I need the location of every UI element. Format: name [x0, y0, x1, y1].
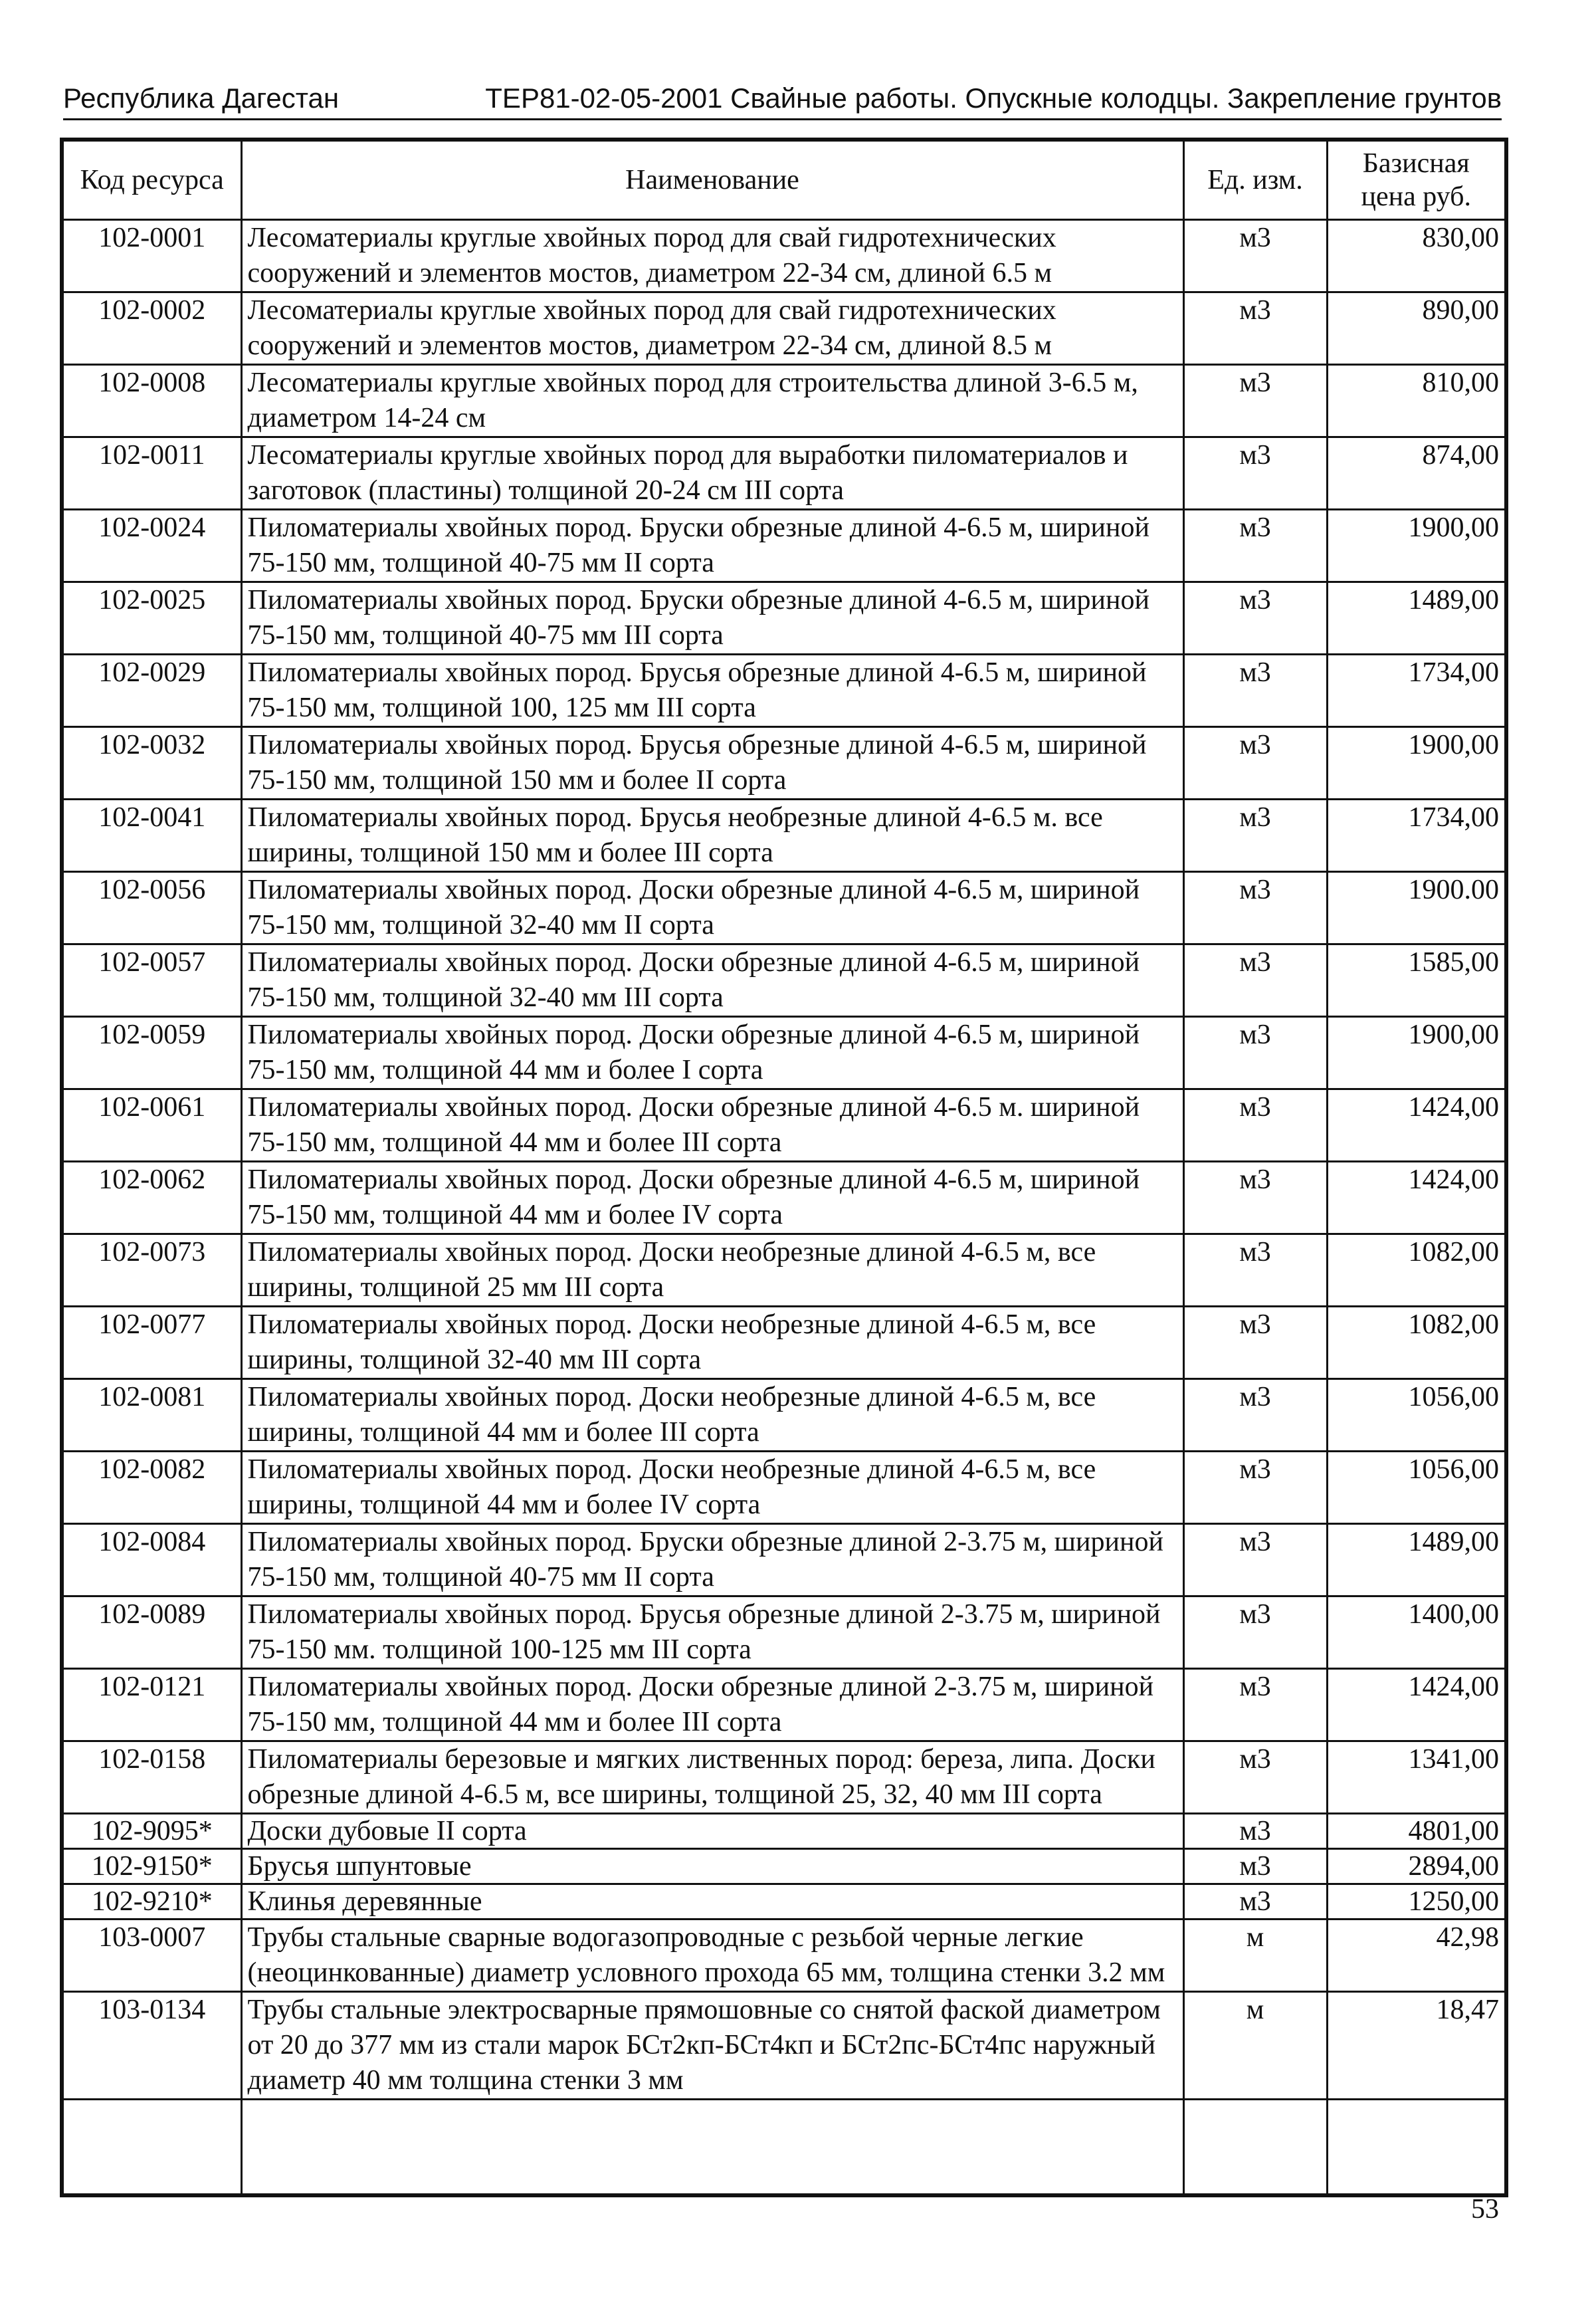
cell-unit: м3 [1183, 1017, 1327, 1089]
cell-unit: м3 [1183, 727, 1327, 800]
cell-name: Пиломатериалы хвойных пород. Бруски обрезные длиной 4-6.5 м, шириной 75-150 мм, толщиной 40-75 мм III сорта [241, 582, 1183, 655]
cell-code: 103-0134 [62, 1992, 241, 2100]
cell-price: 810,00 [1327, 365, 1506, 437]
cell-code: 102-0001 [62, 220, 241, 292]
cell-code: 102-9150* [62, 1849, 241, 1884]
table-row [62, 1596, 1506, 1669]
empty-cell [62, 2100, 241, 2196]
cell-name: Пиломатериалы хвойных пород. Доски обрезные длиной 4-6.5 м, шириной 75-150 мм, толщиной 44 мм и более IV сорта [241, 1162, 1183, 1234]
cell-name: Лесоматериалы круглые хвойных пород для строительства длиной 3-6.5 м, диаметром 14-24 см [241, 365, 1183, 437]
table-header-row [62, 140, 1506, 220]
cell-code: 102-0024 [62, 510, 241, 582]
table-row [62, 1741, 1506, 1814]
column-header-name: Наименование [241, 140, 1183, 220]
cell-price: 1400,00 [1327, 1596, 1506, 1669]
cell-code: 102-0002 [62, 292, 241, 365]
cell-price: 1489,00 [1327, 1524, 1506, 1596]
cell-unit: м3 [1183, 1524, 1327, 1596]
cell-price: 1424,00 [1327, 1162, 1506, 1234]
cell-unit: м3 [1183, 1307, 1327, 1379]
cell-unit: м3 [1183, 800, 1327, 872]
column-header-code: Код ресурса [62, 140, 241, 220]
table-row [62, 1992, 1506, 2100]
table-row [62, 292, 1506, 365]
table-row [62, 365, 1506, 437]
table-row [62, 1234, 1506, 1307]
table-row [62, 655, 1506, 727]
cell-unit: м3 [1183, 1596, 1327, 1669]
cell-code: 102-0032 [62, 727, 241, 800]
cell-price: 1900,00 [1327, 1017, 1506, 1089]
cell-unit: м3 [1183, 655, 1327, 727]
table-row [62, 872, 1506, 944]
cell-unit: м3 [1183, 1884, 1327, 1919]
column-header-unit: Ед. изм. [1183, 140, 1327, 220]
cell-price: 1424,00 [1327, 1669, 1506, 1741]
table-row [62, 1162, 1506, 1234]
table-row [62, 1307, 1506, 1379]
cell-name: Пиломатериалы хвойных пород. Доски необрезные длиной 4-6.5 м, все ширины, толщиной 44 мм и более IV сорта [241, 1452, 1183, 1524]
page-number: 53 [1471, 2194, 1499, 2225]
cell-price: 42,98 [1327, 1919, 1506, 1992]
page-header [63, 78, 1502, 120]
header-document-title: ТЕР81-02-05-2001 Свайные работы. Опускные колодцы. Закрепление грунтов [485, 82, 1502, 114]
table-row [62, 727, 1506, 800]
cell-unit: м3 [1183, 1814, 1327, 1849]
table-row [62, 220, 1506, 292]
cell-unit: м3 [1183, 1089, 1327, 1162]
cell-code: 102-0056 [62, 872, 241, 944]
cell-unit: м3 [1183, 510, 1327, 582]
cell-unit: м3 [1183, 1669, 1327, 1741]
cell-price: 1900.00 [1327, 872, 1506, 944]
cell-code: 102-0121 [62, 1669, 241, 1741]
cell-code: 102-9210* [62, 1884, 241, 1919]
cell-code: 102-0029 [62, 655, 241, 727]
cell-name: Пиломатериалы хвойных пород. Доски необрезные длиной 4-6.5 м, все ширины, толщиной 44 мм и более III сорта [241, 1379, 1183, 1452]
cell-code: 102-9095* [62, 1814, 241, 1849]
cell-unit: м3 [1183, 1849, 1327, 1884]
table-row [62, 1669, 1506, 1741]
cell-price: 1900,00 [1327, 727, 1506, 800]
cell-unit: м3 [1183, 365, 1327, 437]
cell-unit: м3 [1183, 1741, 1327, 1814]
cell-price: 1585,00 [1327, 944, 1506, 1017]
cell-name: Пиломатериалы хвойных пород. Доски необрезные длиной 4-6.5 м, все ширины, толщиной 25 мм III сорта [241, 1234, 1183, 1307]
table-row [62, 944, 1506, 1017]
cell-name: Брусья шпунтовые [241, 1849, 1183, 1884]
cell-unit: м3 [1183, 1379, 1327, 1452]
cell-code: 102-0008 [62, 365, 241, 437]
table-row [62, 437, 1506, 510]
cell-unit: м3 [1183, 220, 1327, 292]
cell-price: 2894,00 [1327, 1849, 1506, 1884]
cell-price: 1734,00 [1327, 800, 1506, 872]
table-row [62, 1919, 1506, 1992]
cell-unit: м3 [1183, 872, 1327, 944]
cell-price: 1489,00 [1327, 582, 1506, 655]
cell-name: Пиломатериалы хвойных пород. Бруски обрезные длиной 2-3.75 м, шириной 75-150 мм, толщиной 40-75 мм II сорта [241, 1524, 1183, 1596]
cell-name: Пиломатериалы березовые и мягких лиственных пород: береза, липа. Доски обрезные длиной 4-6.5 м, все ширины, толщиной 25, 32, 40 мм III сорта [241, 1741, 1183, 1814]
cell-price: 18,47 [1327, 1992, 1506, 2100]
cell-price: 830,00 [1327, 220, 1506, 292]
cell-code: 102-0089 [62, 1596, 241, 1669]
cell-name: Лесоматериалы круглые хвойных пород для свай гидротехнических сооружений и элементов мостов, диаметром 22-34 см, длиной 6.5 м [241, 220, 1183, 292]
cell-code: 102-0081 [62, 1379, 241, 1452]
cell-unit: м3 [1183, 944, 1327, 1017]
table-row [62, 1017, 1506, 1089]
cell-code: 102-0073 [62, 1234, 241, 1307]
cell-code: 102-0061 [62, 1089, 241, 1162]
cell-name: Пиломатериалы хвойных пород. Брусья необрезные длиной 4-6.5 м. все ширины, толщиной 150 мм и более III сорта [241, 800, 1183, 872]
empty-cell [1183, 2100, 1327, 2196]
cell-name: Пиломатериалы хвойных пород. Брусья обрезные длиной 4-6.5 м, шириной 75-150 мм, толщиной 150 мм и более II сорта [241, 727, 1183, 800]
column-header-price: Базисная цена руб. [1327, 140, 1506, 220]
table-row [62, 800, 1506, 872]
cell-price: 1900,00 [1327, 510, 1506, 582]
cell-code: 102-0077 [62, 1307, 241, 1379]
cell-name: Пиломатериалы хвойных пород. Доски обрезные длиной 4-6.5 м. шириной 75-150 мм, толщиной 44 мм и более III сорта [241, 1089, 1183, 1162]
cell-code: 102-0059 [62, 1017, 241, 1089]
cell-unit: м [1183, 1919, 1327, 1992]
cell-price: 1341,00 [1327, 1741, 1506, 1814]
cell-code: 102-0082 [62, 1452, 241, 1524]
cell-unit: м3 [1183, 582, 1327, 655]
cell-price: 1082,00 [1327, 1307, 1506, 1379]
cell-price: 1424,00 [1327, 1089, 1506, 1162]
cell-price: 4801,00 [1327, 1814, 1506, 1849]
cell-name: Пиломатериалы хвойных пород. Бруски обрезные длиной 4-6.5 м, шириной 75-150 мм, толщиной 40-75 мм II сорта [241, 510, 1183, 582]
table-row [62, 510, 1506, 582]
cell-price: 890,00 [1327, 292, 1506, 365]
cell-unit: м3 [1183, 1234, 1327, 1307]
cell-name: Пиломатериалы хвойных пород. Доски обрезные длиной 4-6.5 м, шириной 75-150 мм, толщиной 44 мм и более I сорта [241, 1017, 1183, 1089]
cell-code: 102-0062 [62, 1162, 241, 1234]
cell-name: Пиломатериалы хвойных пород. Доски обрезные длиной 4-6.5 м, шириной 75-150 мм, толщиной 32-40 мм II сорта [241, 872, 1183, 944]
cell-name: Доски дубовые II сорта [241, 1814, 1183, 1849]
table-row [62, 1379, 1506, 1452]
table-row [62, 582, 1506, 655]
cell-price: 1056,00 [1327, 1452, 1506, 1524]
cell-code: 102-0041 [62, 800, 241, 872]
cell-name: Пиломатериалы хвойных пород. Доски обрезные длиной 2-3.75 м, шириной 75-150 мм, толщиной 44 мм и более III сорта [241, 1669, 1183, 1741]
cell-name: Пиломатериалы хвойных пород. Доски обрезные длиной 4-6.5 м, шириной 75-150 мм, толщиной 32-40 мм III сорта [241, 944, 1183, 1017]
cell-name: Пиломатериалы хвойных пород. Доски необрезные длиной 4-6.5 м, все ширины, толщиной 32-40 мм III сорта [241, 1307, 1183, 1379]
cell-code: 102-0011 [62, 437, 241, 510]
cell-unit: м [1183, 1992, 1327, 2100]
header-region: Республика Дагестан [63, 82, 340, 114]
table-row [62, 1089, 1506, 1162]
cell-unit: м3 [1183, 292, 1327, 365]
cell-name: Трубы стальные сварные водогазопроводные с резьбой черные легкие (неоцинкованные) диаметр условного прохода 65 мм, толщина стенки 3.2 мм [241, 1919, 1183, 1992]
table-row [62, 1884, 1506, 1919]
cell-price: 1082,00 [1327, 1234, 1506, 1307]
empty-cell [1327, 2100, 1506, 2196]
cell-unit: м3 [1183, 437, 1327, 510]
cell-price: 1734,00 [1327, 655, 1506, 727]
cell-code: 103-0007 [62, 1919, 241, 1992]
table-row [62, 1524, 1506, 1596]
cell-name: Клинья деревянные [241, 1884, 1183, 1919]
cell-code: 102-0025 [62, 582, 241, 655]
cell-code: 102-0084 [62, 1524, 241, 1596]
table-row [62, 1849, 1506, 1884]
table-row [62, 1452, 1506, 1524]
cell-code: 102-0057 [62, 944, 241, 1017]
cell-name: Трубы стальные электросварные прямошовные со снятой фаской диаметром от 20 до 377 мм из стали марок БСт2кп-БСт4кп и БСт2пс-БСт4пс наружный диаметр 40 мм толщина стенки 3 мм [241, 1992, 1183, 2100]
cell-price: 1056,00 [1327, 1379, 1506, 1452]
cell-unit: м3 [1183, 1162, 1327, 1234]
cell-code: 102-0158 [62, 1741, 241, 1814]
cell-price: 1250,00 [1327, 1884, 1506, 1919]
cell-name: Лесоматериалы круглые хвойных пород для свай гидротехнических сооружений и элементов мостов, диаметром 22-34 см, длиной 8.5 м [241, 292, 1183, 365]
cell-name: Пиломатериалы хвойных пород. Брусья обрезные длиной 4-6.5 м, шириной 75-150 мм, толщиной 100, 125 мм III сорта [241, 655, 1183, 727]
resource-table [60, 138, 1508, 2197]
table-row [62, 1814, 1506, 1849]
empty-cell [241, 2100, 1183, 2196]
empty-row [62, 2100, 1506, 2196]
cell-unit: м3 [1183, 1452, 1327, 1524]
table-body [62, 220, 1506, 2196]
cell-price: 874,00 [1327, 437, 1506, 510]
cell-name: Лесоматериалы круглые хвойных пород для выработки пиломатериалов и заготовок (пластины) толщиной 20-24 см III сорта [241, 437, 1183, 510]
cell-name: Пиломатериалы хвойных пород. Брусья обрезные длиной 2-3.75 м, шириной 75-150 мм. толщиной 100-125 мм III сорта [241, 1596, 1183, 1669]
